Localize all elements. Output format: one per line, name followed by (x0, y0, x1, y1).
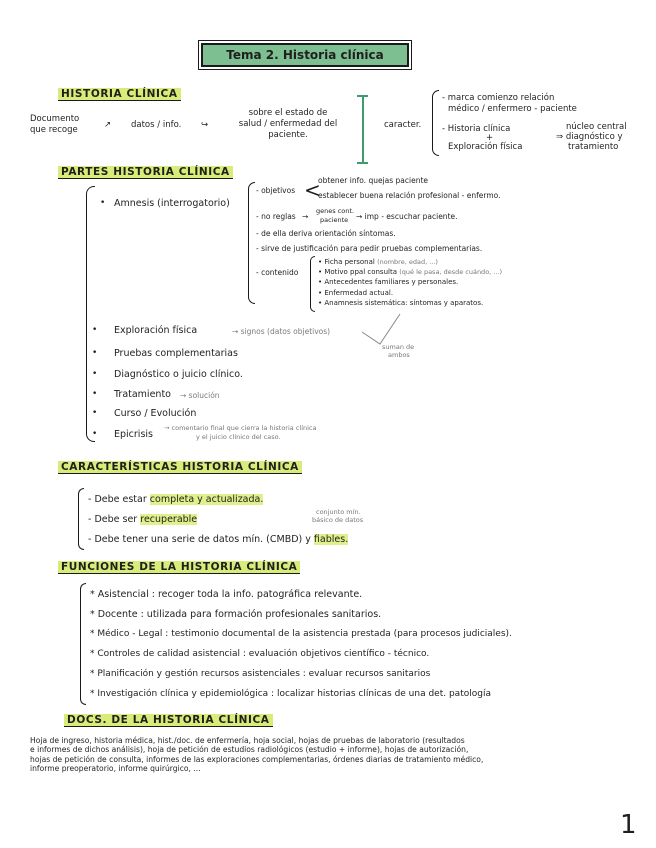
part-anamnesis: Amnesis (interrogatorio) (114, 198, 230, 209)
tratamiento-note: → solución (180, 391, 220, 400)
objetivos-label: - objetivos (256, 186, 296, 195)
definition-salud: salud / enfermedad del (238, 119, 338, 129)
brace (78, 488, 84, 550)
funcion-2: * Docente : utilizada para formación profesionales sanitarios. (90, 609, 382, 620)
cmbd-note-a: conjunto mín. (316, 508, 361, 516)
caract-2f: tratamiento (568, 142, 619, 152)
contenido-5: • Anamnesis sistemática: síntomas y aparatos. (318, 299, 484, 307)
definition-estado: sobre el estado de (248, 108, 328, 118)
deriva: - de ella deriva orientación síntomas. (256, 229, 396, 238)
brace (80, 583, 86, 705)
brace (86, 186, 98, 442)
contenido-1: • Ficha personal (nombre, edad, ...) (318, 258, 438, 266)
brace (432, 90, 439, 156)
page-title: Tema 2. Historia clínica (201, 43, 409, 67)
part-exploracion: Exploración física (114, 325, 198, 336)
caract-2e: ⇒ diagnóstico y (556, 132, 623, 142)
definition-documento: Documento (30, 114, 80, 124)
no-reglas: - no reglas (256, 212, 296, 221)
brace (248, 182, 255, 304)
converge-lines (360, 310, 410, 346)
arrow-icon: → (302, 212, 309, 221)
heading-partes: PARTES HISTORIA CLÍNICA (58, 166, 233, 179)
caract-2c: Exploración física (448, 142, 523, 152)
contenido-3: • Antecedentes familiares y personales. (318, 278, 459, 286)
suman-b: ambos (388, 351, 410, 359)
no-reglas-b: genes cont. (316, 207, 354, 215)
caract-2d: núcleo central (566, 122, 627, 132)
docs-paragraph: Hoja de ingreso, historia médica, hist./doc. de enfermería, hoja social, hojas de pruebas de laboratorio (resultados e informes de dichos análisis), hoja de petición de estudios radiológicos (estudio + informe), hojas de autorización, hojas de petición de consulta, informes de las exploraciones complementarias, órdenes diarias de tratamiento médico, informe preoperatorio, informe quirúrgico, ... (30, 736, 484, 773)
suman-a: suman de (382, 343, 415, 351)
heading-historia-clinica: HISTORIA CLÍNICA (58, 88, 181, 101)
caract-1a: - marca comienzo relación (442, 93, 555, 103)
less-than-brace: < (304, 178, 321, 202)
part-pruebas: Pruebas complementarias (114, 348, 238, 359)
part-tratamiento: Tratamiento (114, 389, 171, 400)
definition-paciente: paciente. (268, 130, 308, 140)
funcion-4: * Controles de calidad asistencial : evaluación objetivos científico - técnico. (90, 649, 430, 659)
caracteristicas-label: caracter. (384, 120, 422, 130)
caract-plus: + (486, 133, 494, 143)
contenido-2: • Motivo ppal consulta (qué le pasa, desde cuándo, ...) (318, 268, 503, 276)
heading-docs: DOCS. DE LA HISTORIA CLÍNICA (64, 714, 273, 727)
funcion-6: * Investigación clínica y epidemiológica : localizar historias clínicas de una det. patología (90, 689, 491, 699)
definition-que-recoge: que recoge (30, 125, 78, 135)
page-number: 1 (620, 810, 637, 840)
bullet: • (92, 325, 98, 335)
bullet: • (92, 369, 98, 379)
contenido-4: • Enfermedad actual. (318, 289, 394, 297)
divider-cap (357, 162, 368, 164)
epicrisis-note-2: y el juicio clínico del caso. (196, 433, 281, 441)
heading-caracteristicas: CARACTERÍSTICAS HISTORIA CLÍNICA (58, 461, 302, 474)
objetivo-1: obtener info. quejas paciente (318, 176, 429, 185)
funcion-1: * Asistencial : recoger toda la info. patográfica relevante. (90, 589, 363, 600)
funcion-5: * Planificación y gestión recursos asistenciales : evaluar recursos sanitarios (90, 669, 431, 679)
bullet: • (92, 429, 98, 439)
caract-1b: médico / enfermero - paciente (448, 104, 577, 114)
sirve: - sirve de justificación para pedir pruebas complementarias. (256, 244, 483, 253)
objetivo-2: establecer buena relación profesional - enfermo. (318, 191, 501, 200)
definition-datos: datos / info. (131, 120, 182, 130)
no-reglas-d: → imp - escuchar paciente. (356, 212, 458, 221)
bullet: • (92, 389, 98, 399)
no-reglas-c: paciente (320, 216, 349, 224)
arrow-icon: ↗ (104, 120, 112, 130)
part-diagnostico: Diagnóstico o juicio clínico. (114, 369, 243, 380)
heading-funciones: FUNCIONES DE LA HISTORIA CLÍNICA (58, 561, 300, 574)
contenido-label: - contenido (256, 268, 299, 277)
funcion-3: * Médico - Legal : testimonio documental de la asistencia prestada (para procesos judiciales). (90, 629, 512, 639)
divider-cap (357, 95, 368, 97)
epicrisis-note-1: → comentario final que cierra la historia clínica (164, 424, 317, 432)
caracteristica-2: - Debe ser recuperable (88, 514, 198, 525)
part-curso: Curso / Evolución (114, 408, 197, 419)
caracteristica-3: - Debe tener una serie de datos mín. (CMBD) y fiables. (88, 534, 349, 545)
bullet: • (92, 408, 98, 418)
bullet: • (100, 198, 106, 208)
exploracion-note: → signos (datos objetivos) (232, 327, 331, 336)
cmbd-note-b: básico de datos (312, 516, 364, 524)
arrow-icon: ↪ (201, 120, 209, 130)
bullet: • (92, 348, 98, 358)
caracteristica-1: - Debe estar completa y actualizada. (88, 494, 264, 505)
divider-line (362, 95, 364, 163)
part-epicrisis: Epicrisis (114, 429, 153, 440)
caract-2a: - Historia clínica (442, 124, 511, 134)
brace (310, 256, 315, 312)
